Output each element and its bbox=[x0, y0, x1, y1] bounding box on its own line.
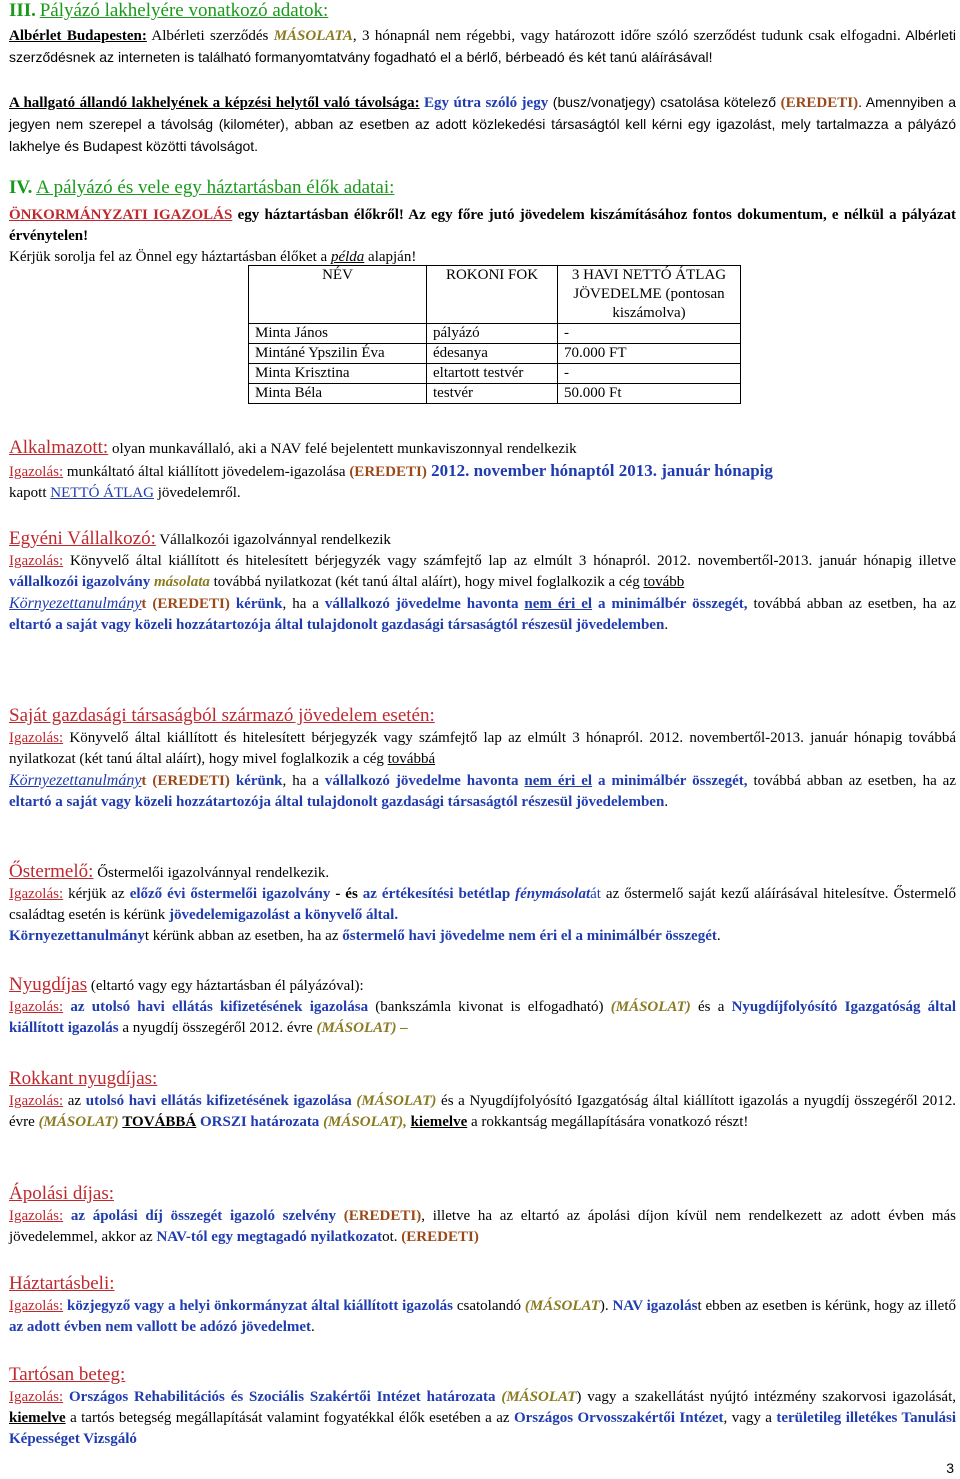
table-row: Minta János pályázó - bbox=[249, 324, 741, 344]
table-header: NÉV bbox=[249, 266, 427, 324]
table-header: 3 HAVI NETTÓ ÁTLAG JÖVEDELME (pontosan kiszámolva) bbox=[558, 266, 741, 324]
employee-block: Alkalmazott: olyan munkavállaló, aki a NAV felé bejelentett munkaviszonnyal rendelkezik Igazolás: munkáltató által kiállított jövedelem-igazolása (EREDETI) 2012. november hónaptól 2013. január hónapig kapott NETTÓ ÁTLAG jövedelemről. bbox=[9, 437, 773, 501]
household-example-table bbox=[248, 265, 741, 404]
table-row: Mintáné Ypszilin Éva édesanya 70.000 FT bbox=[249, 344, 741, 364]
chronic-ill-block: Tartósan beteg: Igazolás: Országos Rehabilitációs és Szociális Szakértői Intézet határozata (MÁSOLAT) vagy a szakellátást nyújtó intézmény szakorvosi igazolását, kiemelve a tartós betegség megállapítását valamint fogyatékkal élők esetében a az Országos Orvosszakértői Intézet, vagy a területileg illetékes Tanulási Képességet Vizsgáló bbox=[9, 1364, 956, 1447]
disability-pensioner-block: Rokkant nyugdíjas: Igazolás: az utolsó havi ellátás kifizetésének igazolása (MÁSOLAT) és a Nyugdíjfolyósító Igazgatóság által kiállított igazolás a nyugdíj összegéről 2012. évre (MÁSOLAT) TOVÁBBÁ ORSZI határozata (MÁSOLAT), kiemelve a rokkantság megállapítására vonatkozó részt! bbox=[9, 1068, 956, 1130]
category-title: Alkalmazott: bbox=[9, 437, 109, 458]
caregiver-block: Ápolási díjas: Igazolás: az ápolási díj összegét igazoló szelvény (EREDETI), illetve ha az eltartó az ápolási díjon kívül nem rendelkezett az adott évben más jövedelemmel, akkor az NAV-tól egy megtagadó nyilatkozatot. (EREDETI) bbox=[9, 1183, 956, 1245]
own-company-block: Saját gazdasági társaságból származó jövedelem esetén: Igazolás: Könyvelő által kiállított és hitelesített bérjegyzék vagy számfejtő lap az elmúlt 3 hónapról. 2012. novembertől-2013. január hónapig továbbá nyilatkozat (két tanú által aláírt), hogy mivel foglalkozik a cég továbbá Környezettanulmányt (EREDETI) kérünk, ha a vállalkozó jövedelme havonta nem éri el a minimálbér összegét, továbbá abban az esetben, ha az eltartó a saját vagy közeli hozzátartozója által tulajdonolt gazdasági társaságtól részesül jövedelemben. bbox=[9, 705, 956, 810]
farmer-block: Őstermelő: Őstermelői igazolvánnyal rendelkezik. Igazolás: kérjük az előző évi őstermelői igazolvány - és az értékesítési betétlap fénymásolatát az őstermelő saját kezű aláírásával hitelesítve. Őstermelő családtag esetén is kérünk jövedelemigazolást a könyvelő által. Környezettanulmányt kérünk abban az esetben, ha az őstermelő havi jövedelme nem éri el a minimálbér összegét. bbox=[9, 861, 957, 944]
pensioner-block: Nyugdíjas (eltartó vagy egy háztartásban él pályázóval): Igazolás: az utolsó havi ellátás kifizetésének igazolása (bankszámla kivonat is elfogadható) (MÁSOLAT) és a Nyugdíjfolyósító Igazgatóság által kiállított igazolás a nyugdíj összegéről 2012. évre (MÁSOLAT) – bbox=[9, 974, 956, 1036]
table-row: Minta Krisztina eltartott testvér - bbox=[249, 364, 741, 384]
albérlet-paragraph: Albérlet Budapesten: Albérleti szerződés MÁSOLATA, 3 hónapnál nem régebbi, vagy határozott időre szóló szerződést tudunk csak elfogadni. Albérleti szerződésnek az interneten is található formanyomtatvány fogadható el a bérlő, bérbeadó és két tanú aláírásával! bbox=[9, 27, 956, 65]
section-3-heading bbox=[9, 0, 956, 23]
category-title: Rokkant nyugdíjas: bbox=[9, 1068, 158, 1089]
household-paragraph: ÖNKORMÁNYZATI IGAZOLÁS egy háztartásban élőkről! Az egy főre jutó jövedelem kiszámításához fontos dokumentum, e nélkül a pályázat érvénytelen! Kérjük sorolja fel az Önnel egy háztartásban élőket a példa alapján! bbox=[9, 207, 956, 265]
section-title: A pályázó és vele egy háztartásban élők adatai: bbox=[36, 177, 395, 198]
category-title: Egyéni Vállalkozó: bbox=[9, 528, 156, 549]
table-header: ROKONI FOK bbox=[427, 266, 558, 324]
category-title: Nyugdíjas bbox=[9, 974, 88, 995]
sole-trader-block: Egyéni Vállalkozó: Vállalkozói igazolvánnyal rendelkezik Igazolás: Könyvelő által kiállított és hitelesített bérjegyzék vagy számfejtő lap az elmúlt 3 hónapról. 2012. novembertől-2013. január hónapig illetve vállalkozói igazolvány másolata továbbá nyilatkozat (két tanú által aláírt), hogy mivel foglalkozik a cég tovább Környezettanulmányt (EREDETI) kérünk, ha a vállalkozó jövedelme havonta nem éri el a minimálbér összegét, továbbá abban az esetben, ha az eltartó a saját vagy közeli hozzátartozója által tulajdonolt gazdasági társaságtól részesül jövedelemben. bbox=[9, 528, 956, 633]
category-title: Háztartásbeli: bbox=[9, 1273, 115, 1294]
table-header-row bbox=[249, 266, 741, 324]
page-number: 3 bbox=[946, 1460, 954, 1476]
section-number: III. bbox=[9, 0, 36, 21]
category-title: Őstermelő: bbox=[9, 861, 94, 882]
homemaker-block: Háztartásbeli: Igazolás: közjegyző vagy a helyi önkormányzat által kiállított igazolás csatolandó (MÁSOLAT). NAV igazolást ebben az esetben is kérünk, hogy az illető az adott évben nem vallott be adózó jövedelmet. bbox=[9, 1273, 957, 1335]
category-title: Tartósan beteg: bbox=[9, 1364, 126, 1385]
distance-paragraph: A hallgató állandó lakhelyének a képzési helytől való távolsága: Egy útra szóló jegy (busz/vonatjegy) csatolása kötelező (EREDETI). Amennyiben a jegyen nem szerepel a távolság (kilométer), abban az esetben az adott közlekedési társaságtól kell kérni egy igazolást, mely tartalmazza a pályázó lakhelye és Budapest közötti távolságot. bbox=[9, 94, 956, 154]
table-row: Minta Béla testvér 50.000 Ft bbox=[249, 384, 741, 404]
category-title: Ápolási díjas: bbox=[9, 1183, 115, 1204]
section-4-heading: IV. A pályázó és vele egy háztartásban élők adatai: bbox=[9, 177, 395, 198]
category-title: Saját gazdasági társaságból származó jövedelem esetén: bbox=[9, 705, 435, 726]
section-title: Pályázó lakhelyére vonatkozó adatok: bbox=[39, 0, 329, 21]
